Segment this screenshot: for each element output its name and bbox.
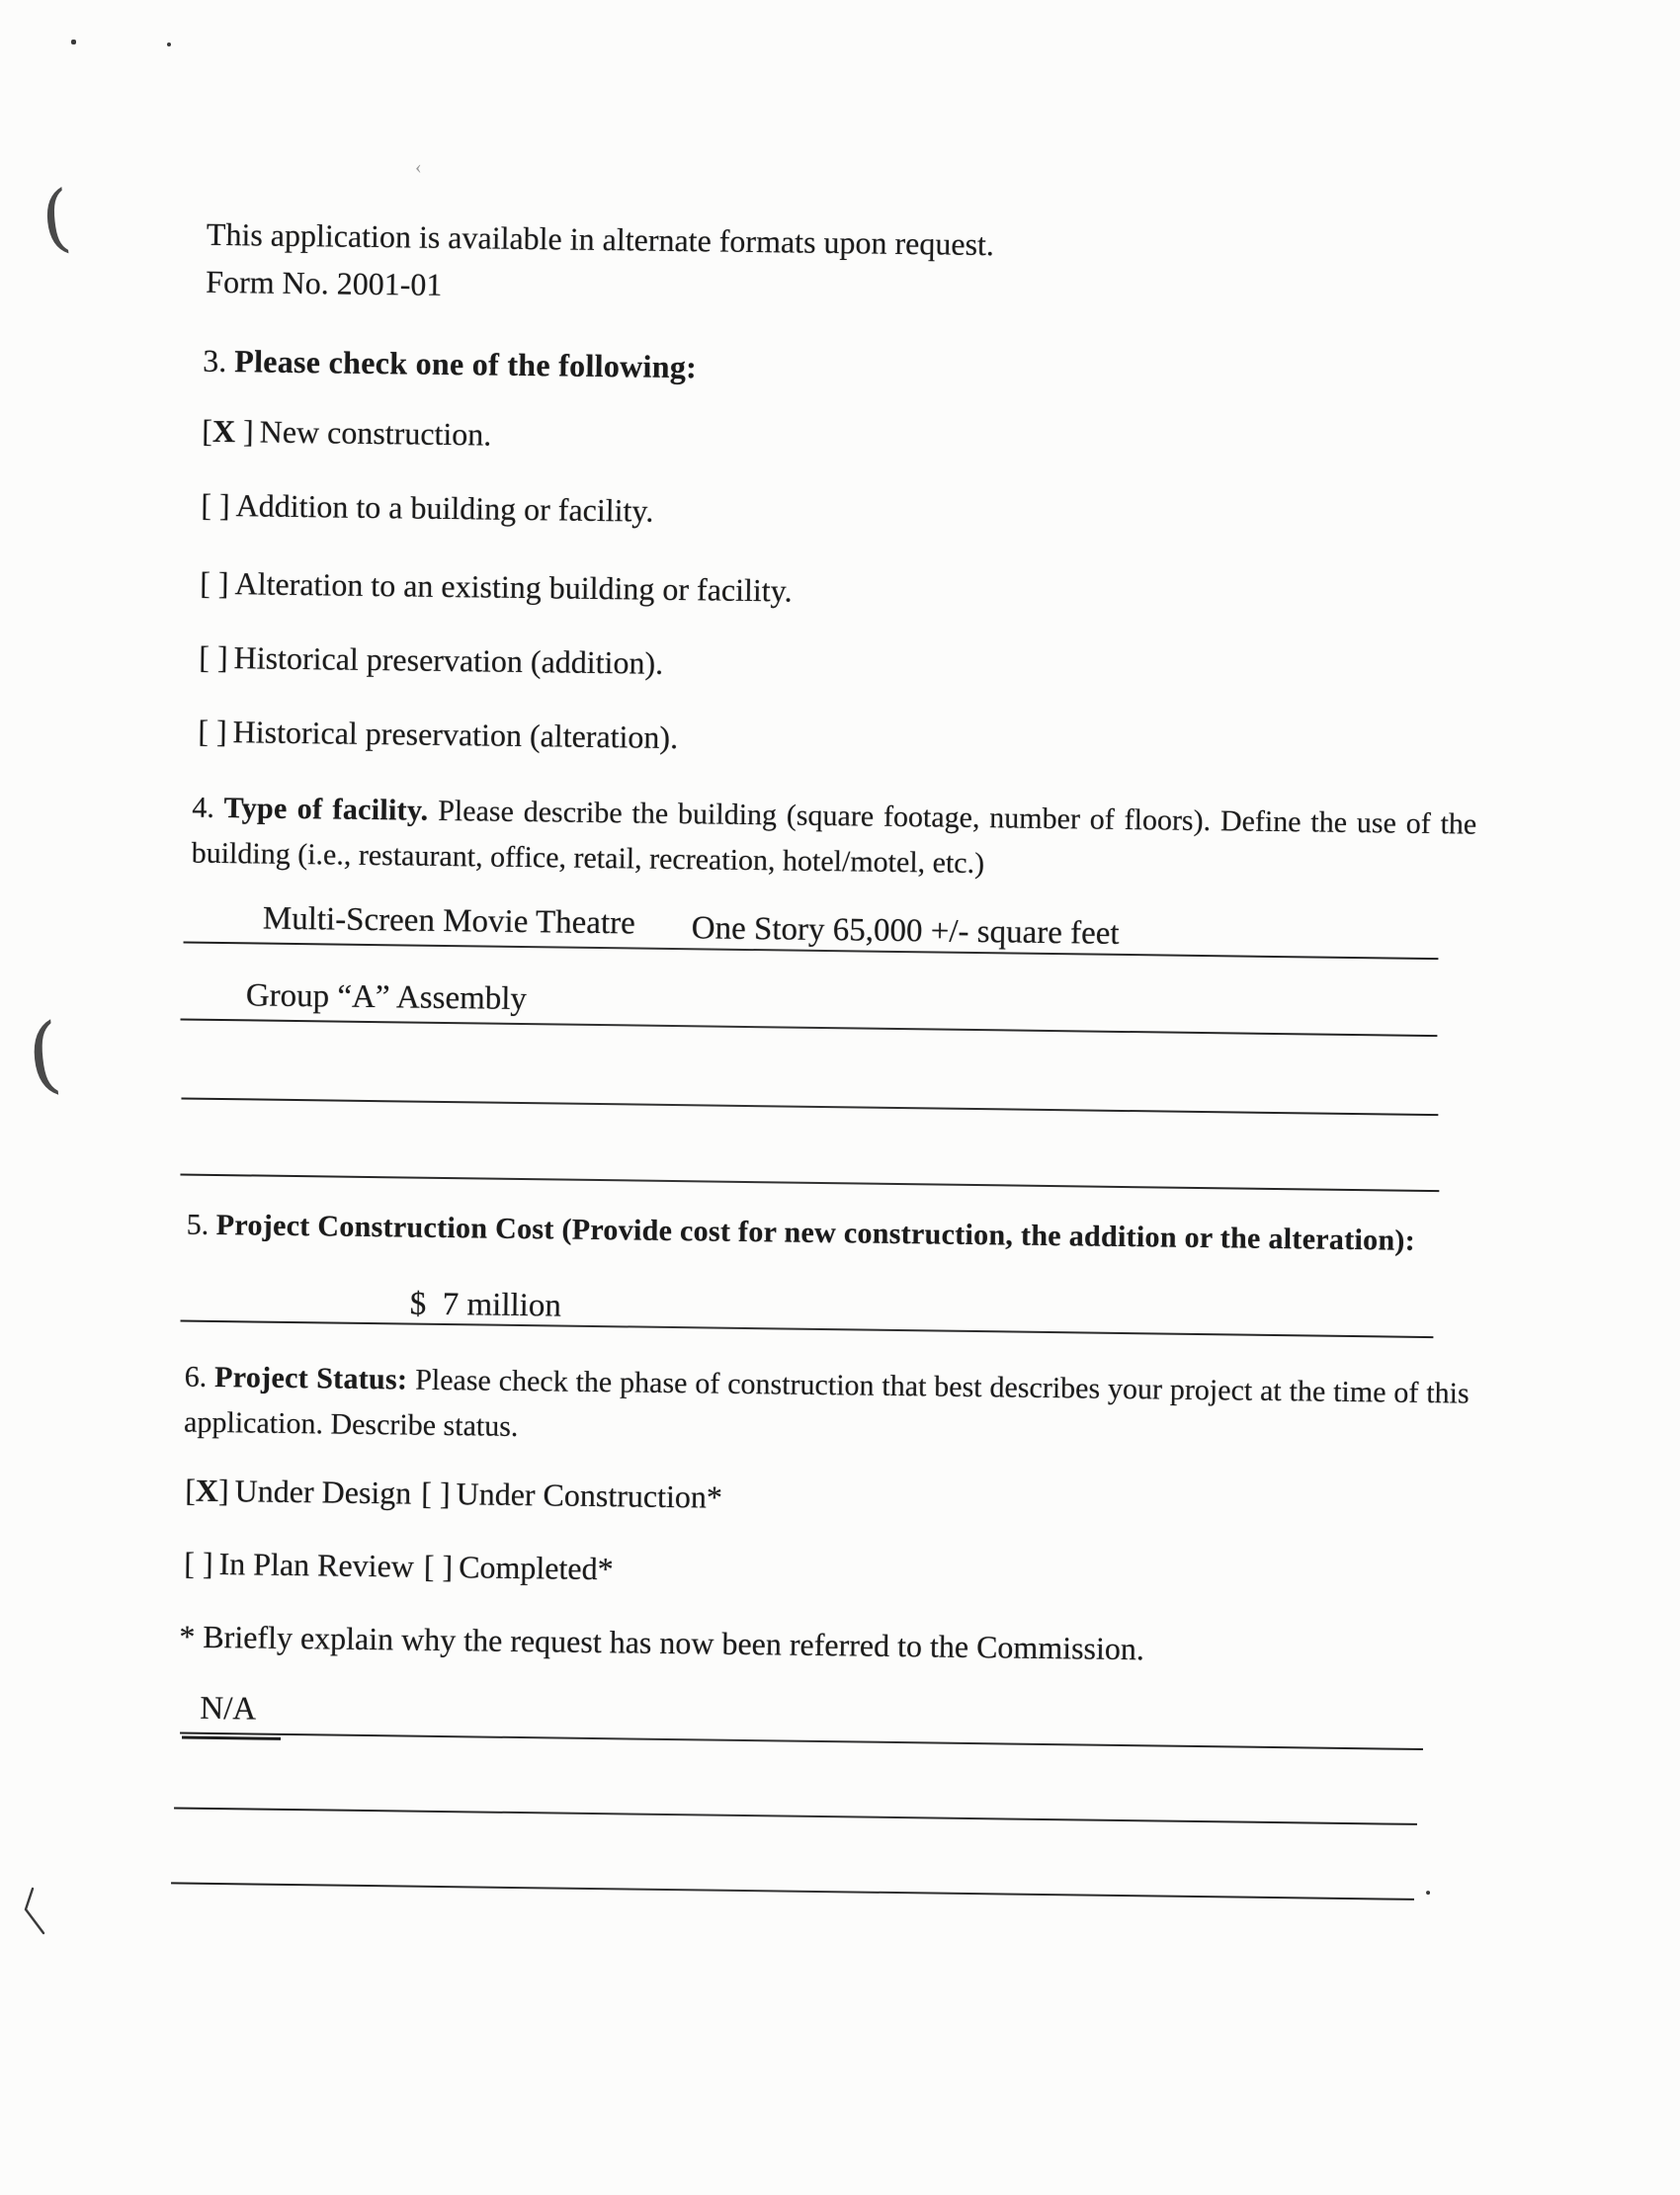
- checkbox-under-design[interactable]: [X]: [185, 1472, 229, 1509]
- checkbox-label: Completed*: [458, 1549, 614, 1587]
- facility-answer-line-3[interactable]: [181, 1097, 1438, 1116]
- intro-note: [206, 211, 994, 315]
- status-answer-line-2[interactable]: [174, 1807, 1417, 1824]
- checkbox-row-addition: [201, 484, 654, 532]
- section6-description: Please check the phase of construction that best describes your project at the time of this application. Describe status.: [183, 1363, 1470, 1443]
- section6-number: 6.: [184, 1360, 208, 1393]
- section5-heading: [186, 1203, 1470, 1265]
- status-answer-line-3[interactable]: [171, 1882, 1414, 1900]
- cost-answer: $ 7 million: [409, 1286, 562, 1324]
- status-row-2: [184, 1543, 614, 1590]
- status-answer-line-1[interactable]: [180, 1732, 1423, 1750]
- checkbox-historical-addition[interactable]: [ ]: [199, 638, 228, 676]
- status-footnote: * Briefly explain why the request has now been referred to the Commission.: [179, 1618, 1145, 1667]
- alternate-formats-note: This application is available in alternate formats upon request.: [206, 215, 995, 263]
- checkbox-label: Alteration to an existing building or facility.: [234, 565, 793, 609]
- checkbox-alteration[interactable]: [ ]: [200, 564, 229, 602]
- scan-speck: ‹: [415, 156, 422, 178]
- facility-answer-group: Group “A” Assembly: [245, 977, 528, 1018]
- checkbox-mark: X: [195, 1472, 219, 1509]
- facility-answer-size: One Story 65,000 +/- square feet: [691, 910, 1120, 952]
- facility-answer-line-4[interactable]: [180, 1173, 1439, 1192]
- checkbox-mark: [195, 1546, 203, 1581]
- checkbox-label: Historical preservation (addition).: [233, 639, 664, 681]
- checkbox-historical-alteration[interactable]: [ ]: [198, 713, 227, 750]
- na-underline: [182, 1736, 281, 1740]
- checkbox-mark: X: [211, 412, 244, 450]
- checkbox-mark: [209, 714, 216, 749]
- status-row-1: [185, 1470, 722, 1518]
- section3-title: Please check one of the following:: [234, 343, 698, 385]
- checkbox-mark: [210, 565, 218, 601]
- checkbox-new-construction[interactable]: [X ]: [202, 412, 254, 450]
- checkbox-label: Under Construction*: [456, 1476, 723, 1515]
- checkbox-mark: [434, 1549, 442, 1584]
- checkbox-label: Addition to a building or facility.: [235, 487, 654, 529]
- checkbox-mark: [432, 1476, 440, 1511]
- checkbox-label: Under Design: [234, 1473, 412, 1511]
- section4-title: Type of facility.: [223, 792, 429, 827]
- checkbox-row-historical-alteration: [198, 711, 678, 758]
- section3-number: 3.: [203, 342, 227, 380]
- form-number: Form No. 2001-01: [206, 263, 443, 302]
- section4-heading: [191, 786, 1476, 893]
- section5-number: 5.: [186, 1208, 210, 1241]
- facility-answer-name: Multi-Screen Movie Theatre: [262, 900, 636, 942]
- checkbox-under-construction[interactable]: [ ]: [421, 1475, 451, 1512]
- section4-number: 4.: [192, 791, 215, 824]
- section6-heading: [184, 1355, 1470, 1463]
- checkbox-in-plan-review[interactable]: [ ]: [184, 1545, 213, 1581]
- checkbox-row-historical-addition: [199, 636, 663, 684]
- checkbox-label: In Plan Review: [218, 1546, 415, 1584]
- checkbox-mark: [210, 639, 217, 675]
- scan-artifact-paren: (: [22, 1004, 65, 1105]
- scan-artifact-paren: (: [37, 174, 75, 263]
- section6-title: Project Status:: [213, 1360, 408, 1396]
- facility-answer-line-2[interactable]: [181, 1018, 1438, 1037]
- checkbox-row-alteration: [200, 562, 793, 612]
- scan-speck: [1426, 1891, 1430, 1895]
- checkbox-label: Historical preservation (alteration).: [232, 714, 679, 756]
- section4-description: Please describe the building (square footage, number of floors). Define the use of the building (i.e., restaurant, office, retail, recreation, hotel/motel, etc.): [191, 794, 1477, 881]
- checkbox-completed[interactable]: [ ]: [423, 1548, 454, 1585]
- section3-heading: [203, 337, 697, 391]
- checkbox-addition[interactable]: [ ]: [201, 486, 230, 524]
- section5-title: Project Construction Cost (Provide cost for new construction, the addition or the alteration):: [215, 1208, 1416, 1257]
- status-explanation-answer: N/A: [200, 1690, 257, 1728]
- checkbox-label: New construction.: [259, 413, 492, 453]
- checkbox-mark: [211, 487, 219, 523]
- checkbox-row-new-construction: [202, 410, 492, 456]
- cost-answer-line[interactable]: [181, 1320, 1434, 1339]
